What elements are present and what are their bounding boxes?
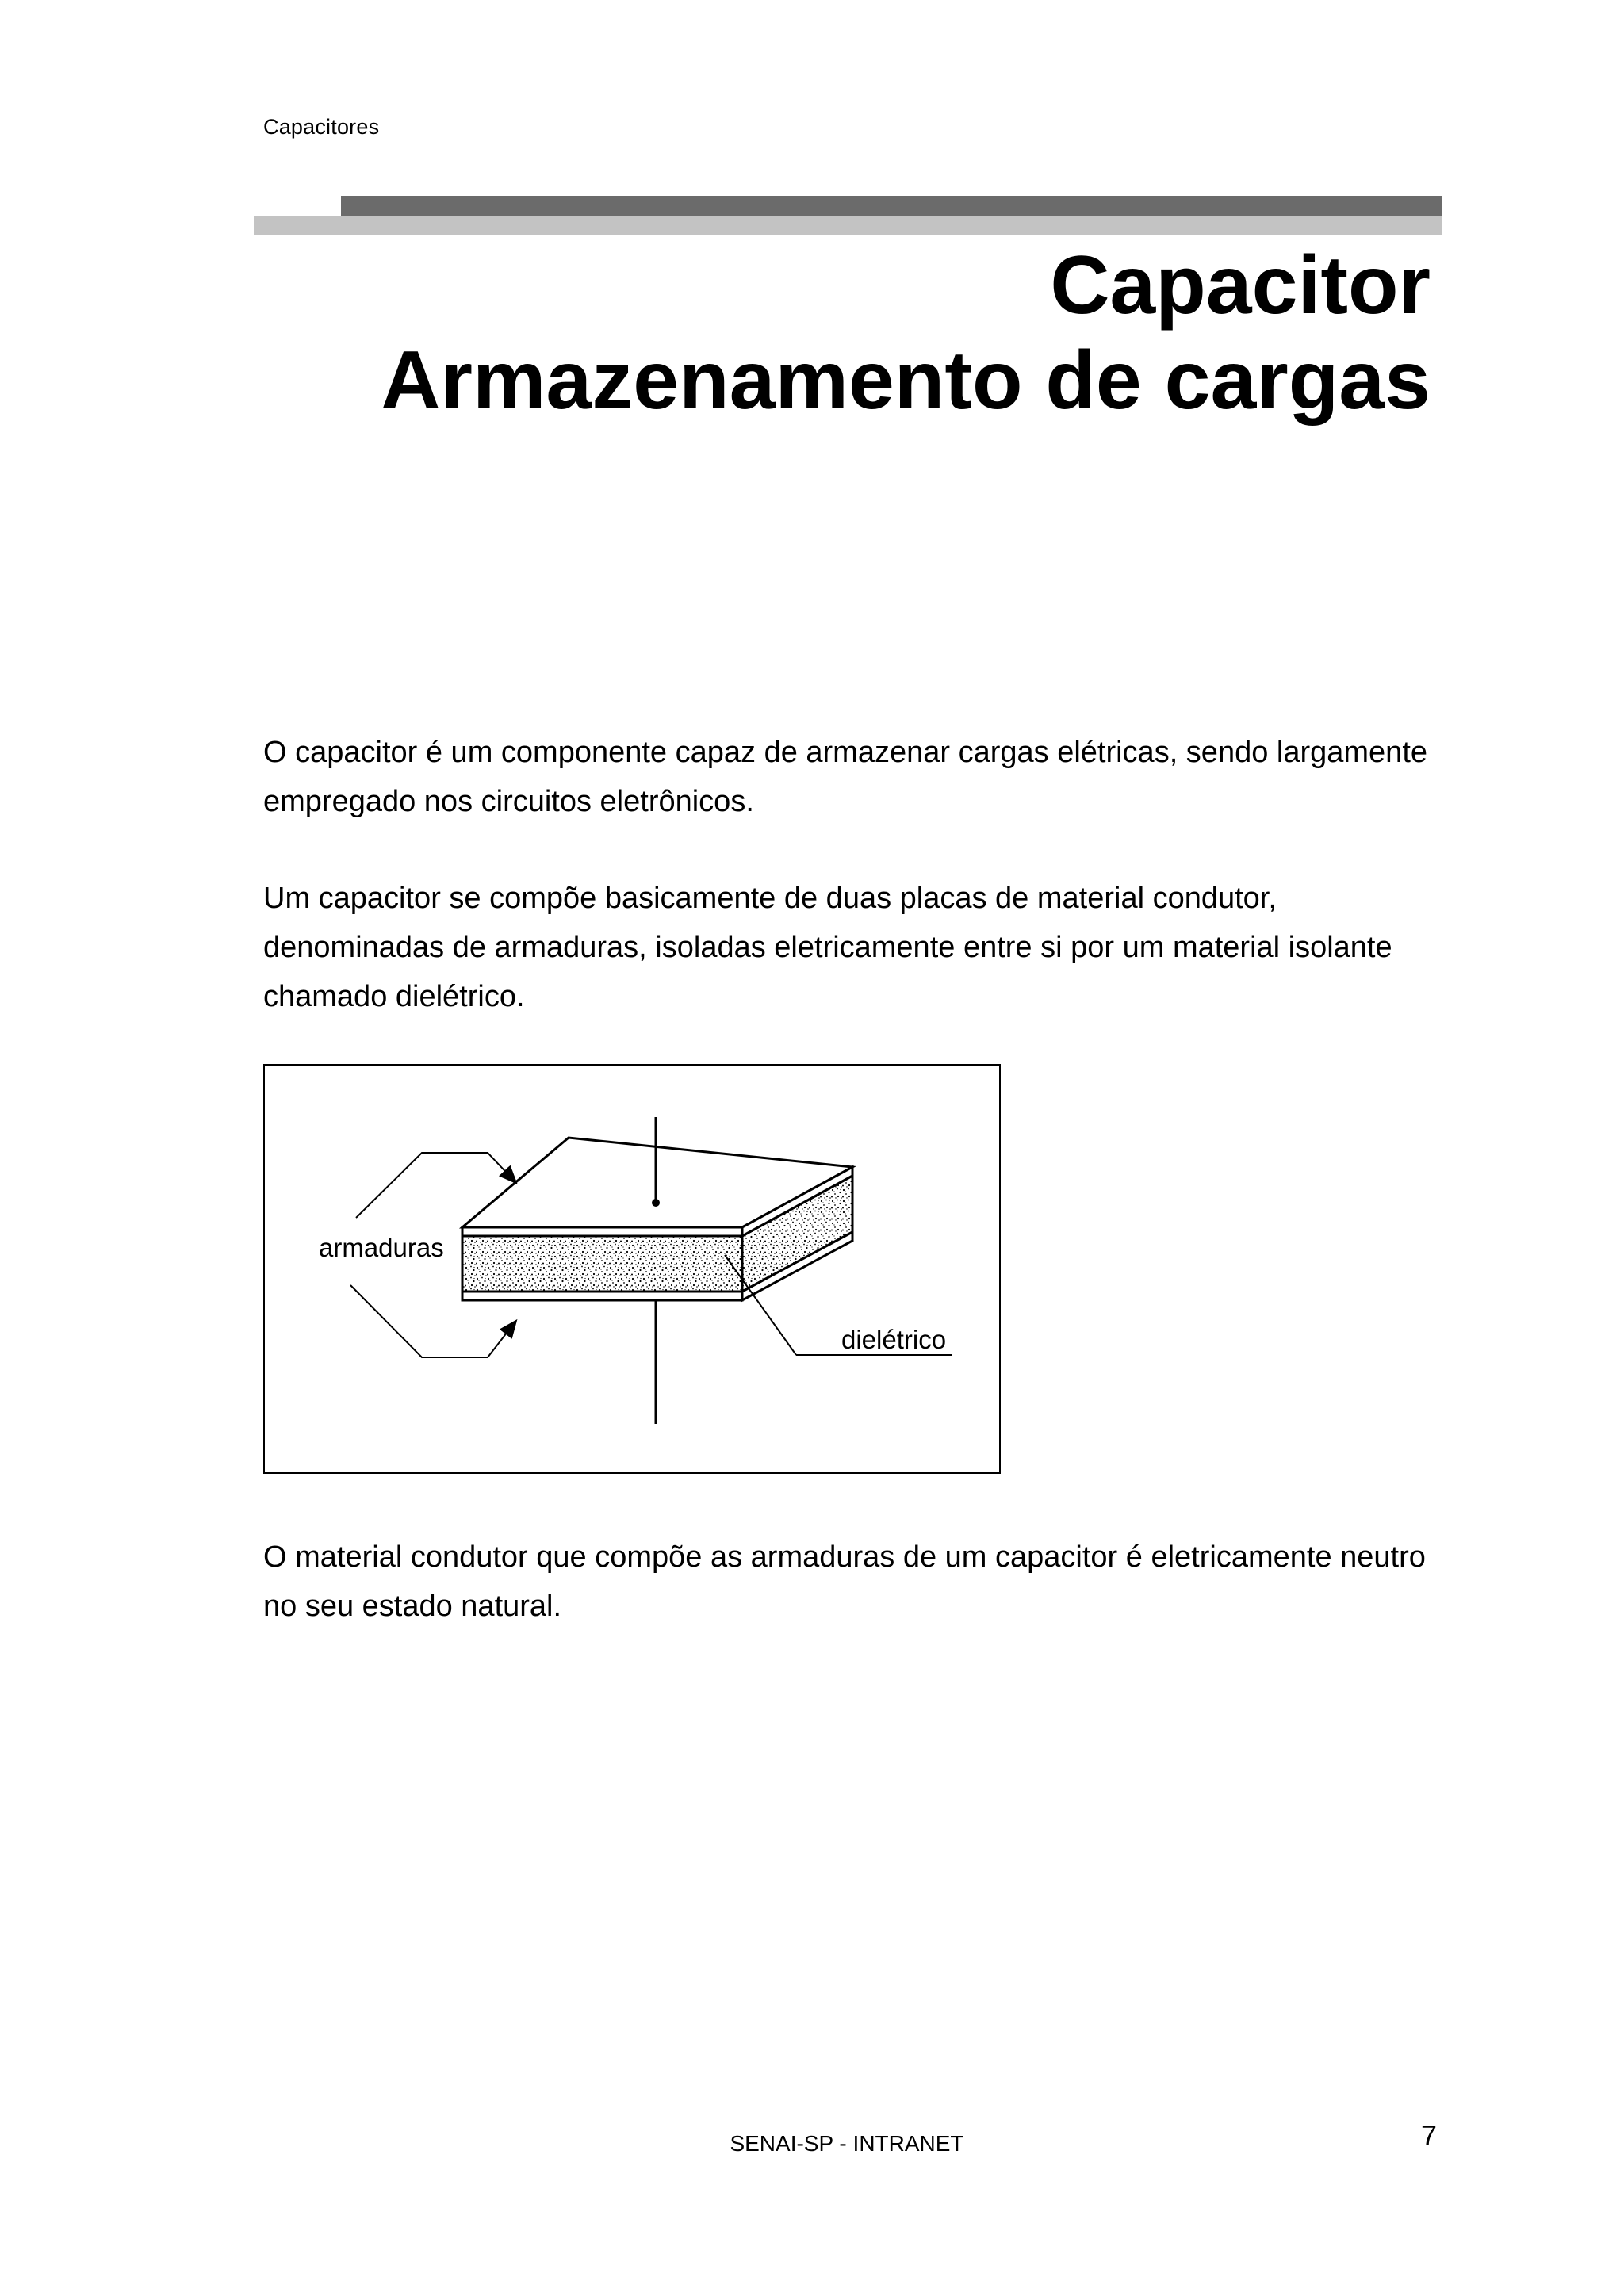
page-title-line-2: Armazenamento de cargas [381, 335, 1431, 427]
body-paragraph-2: Um capacitor se compõe basicamente de duas placas de material condutor, denominadas de armaduras, isoladas eletricamente entre si por um material isolante chamado dielétrico. [263, 882, 1392, 1013]
bottom-plate-front [462, 1292, 742, 1300]
page-number: 7 [1420, 2119, 1437, 2152]
capacitor-figure [263, 1064, 1001, 1474]
header-bar-light [254, 216, 1442, 235]
label-dieletrico: dielétrico [841, 1325, 947, 1354]
dielectric-front [462, 1236, 742, 1292]
body-paragraph-1: O capacitor é um componente capaz de armazenar cargas elétricas, sendo largamente empregado nos circuitos eletrônicos. [263, 736, 1428, 818]
top-terminal-dot [652, 1199, 660, 1207]
capacitor-diagram [265, 1066, 999, 1472]
label-armaduras: armaduras [319, 1233, 444, 1262]
running-header: Capacitores [263, 115, 380, 139]
body-paragraph-3: O material condutor que compõe as armaduras de um capacitor é eletricamente neutro no seu estado natural. [263, 1540, 1426, 1623]
header-bar-dark [341, 196, 1442, 216]
page-title [381, 238, 1431, 428]
page-title-line-1: Capacitor [1050, 239, 1431, 331]
top-plate-front [462, 1227, 742, 1236]
footer-source: SENAI-SP - INTRANET [730, 2131, 964, 2156]
